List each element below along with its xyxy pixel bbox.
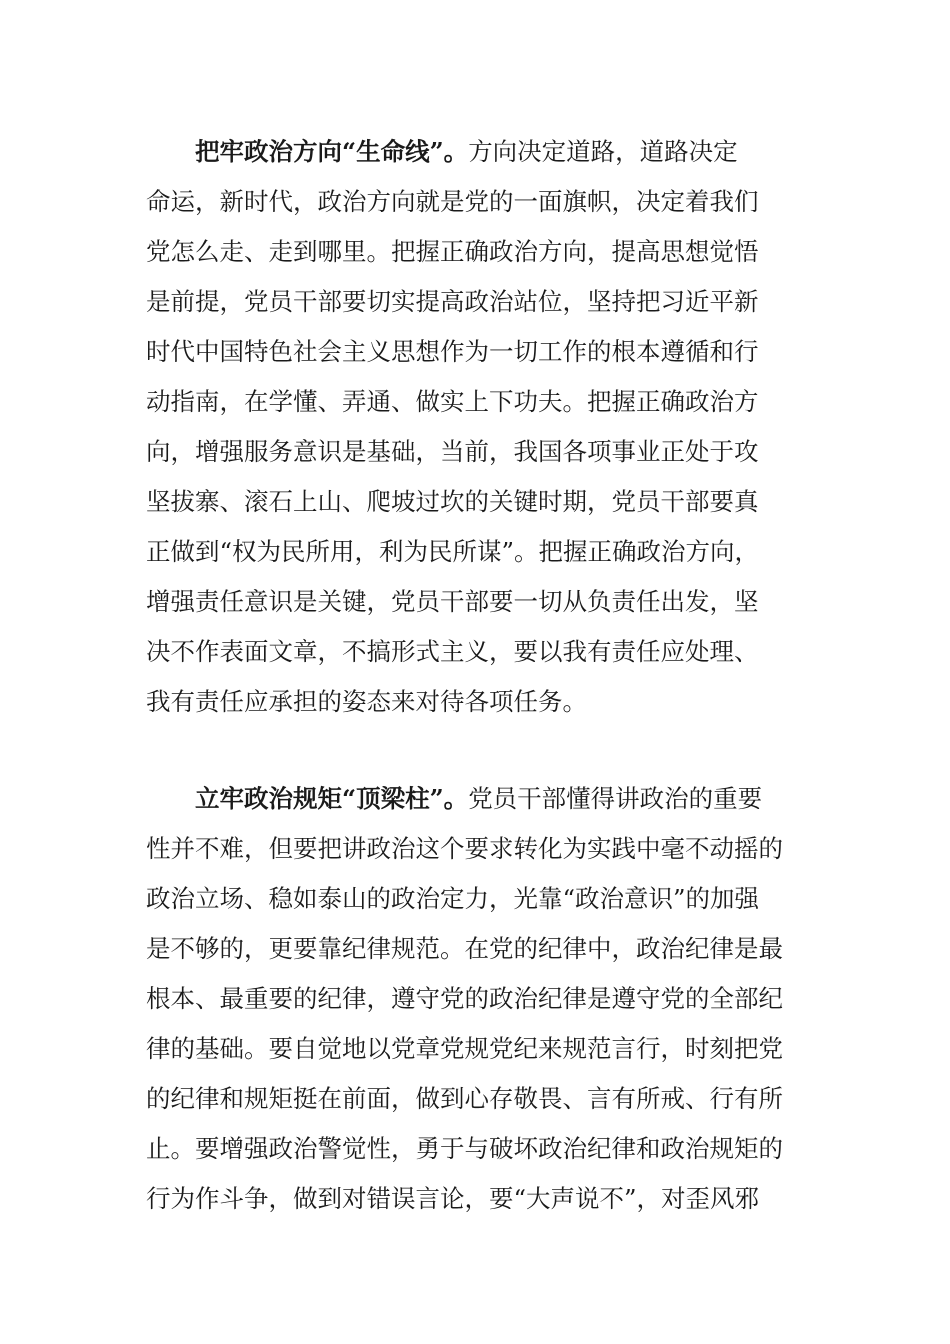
paragraph-line: 止。要增强政治警觉性，勇于与破坏政治纪律和政治规矩的 <box>146 1134 783 1163</box>
paragraph-line: 动指南，在学懂、弄通、做实上下功夫。把握正确政治方 <box>146 387 759 416</box>
paragraph-line: 是前提，党员干部要切实提高政治站位，坚持把习近平新 <box>146 287 759 316</box>
paragraph-line: 的纪律和规矩挺在前面，做到心存敬畏、言有所戒、行有所 <box>146 1084 783 1113</box>
paragraph-political-rules <box>146 774 810 1224</box>
paragraph-line: 命运，新时代，政治方向就是党的一面旗帜，决定着我们 <box>146 187 759 216</box>
paragraph-line: 我有责任应承担的姿态来对待各项任务。 <box>146 687 587 716</box>
paragraph-line: 党怎么走、走到哪里。把握正确政治方向，提高思想觉悟 <box>146 237 759 266</box>
paragraph-political-direction <box>146 127 810 727</box>
paragraph-line: 政治立场、稳如泰山的政治定力，光靠“政治意识”的加强 <box>146 884 760 913</box>
paragraph-first-line <box>146 127 810 177</box>
paragraph-line: 律的基础。要自觉地以党章党规党纪来规范言行，时刻把党 <box>146 1034 783 1063</box>
paragraph-line: 根本、最重要的纪律，遵守党的政治纪律是遵守党的全部纪 <box>146 984 783 1013</box>
paragraph-line: 增强责任意识是关键，党员干部要一切从负责任出发，坚 <box>146 587 759 616</box>
paragraph-line: 性并不难，但要把讲政治这个要求转化为实践中毫不动摇的 <box>146 834 783 863</box>
paragraph-text: 方向决定道路，道路决定 <box>468 137 738 166</box>
paragraph-line: 行为作斗争，做到对错误言论，要“大声说不”，对歪风邪 <box>146 1184 760 1213</box>
paragraph-line: 是不够的，更要靠纪律规范。在党的纪律中，政治纪律是最 <box>146 934 783 963</box>
paragraph-line: 坚拔寨、滚石上山、爬坡过坎的关键时期，党员干部要真 <box>146 487 759 516</box>
paragraph-line: 向，增强服务意识是基础，当前，我国各项事业正处于攻 <box>146 437 759 466</box>
paragraph-heading: 把牢政治方向“生命线”。 <box>195 137 469 166</box>
paragraph-line: 正做到“权为民所用，利为民所谋”。把握正确政治方向， <box>146 537 760 566</box>
paragraph-line: 决不作表面文章，不搞形式主义，要以我有责任应处理、 <box>146 637 759 666</box>
paragraph-line: 时代中国特色社会主义思想作为一切工作的根本遵循和行 <box>146 337 759 366</box>
paragraph-heading: 立牢政治规矩“顶梁柱”。 <box>195 784 469 813</box>
paragraph-text: 党员干部懂得讲政治的重要 <box>468 784 763 813</box>
paragraph-first-line <box>146 774 810 824</box>
